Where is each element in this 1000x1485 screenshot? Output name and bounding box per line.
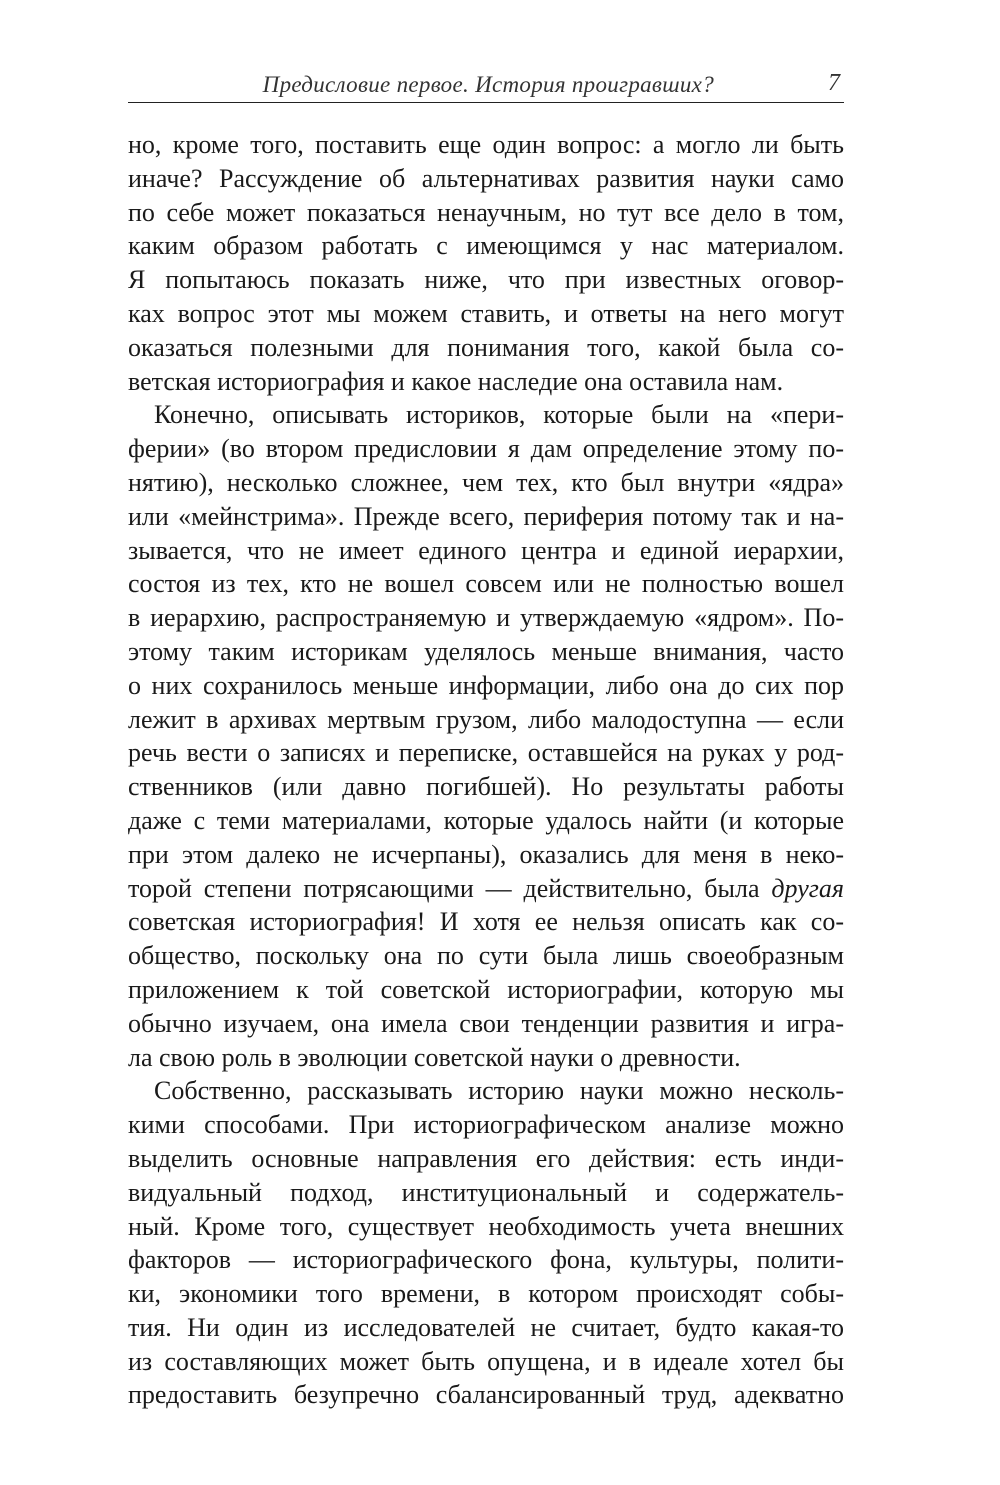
text-line: общество, поскольку она по сути была лишь своеобразным	[128, 941, 844, 971]
page-number: 7	[828, 70, 840, 96]
text-line: приложением к той советской историографии, которую мы	[128, 974, 844, 1004]
text-line: речь вести о записях и переписке, оставшейся на руках у род-	[128, 738, 844, 768]
text-line: Собственно, рассказывать историю науки можно несколь-	[154, 1076, 844, 1106]
text-line: зывается, что не имеет единого центра и единой иерархии,	[128, 535, 844, 565]
text-line: Я попытаюсь показать ниже, что при известных оговор-	[128, 265, 844, 295]
text-line: выделить основные направления его действия: есть инди-	[128, 1143, 844, 1173]
running-title: Предисловие первое. История проигравших?	[262, 72, 714, 97]
text-line-with-emphasis	[128, 872, 844, 906]
text-line: нятию), несколько сложнее, чем тех, кто был внутри «ядра»	[128, 467, 844, 497]
text-line: оказаться полезными для понимания того, какой была со-	[128, 332, 844, 362]
page-header	[128, 72, 844, 103]
text-line: ки, экономики того времени, в котором происходят собы-	[128, 1279, 844, 1309]
text-line: видуальный подход, институциональный и содержатель-	[128, 1177, 844, 1207]
text-line: но, кроме того, поставить еще один вопрос: а могло ли быть	[128, 130, 844, 159]
text-line: факторов — историографического фона, культуры, полити-	[128, 1245, 844, 1275]
text-line: предоставить безупречно сбалансированный труд, адекватно	[128, 1380, 844, 1410]
text-line: по себе может показаться ненаучным, но тут все дело в том,	[128, 197, 844, 227]
text-line: обычно изучаем, она имела свои тенденции развития и игра-	[128, 1008, 844, 1038]
text-line: или «мейнстрима». Прежде всего, периферия потому так и на-	[128, 501, 844, 531]
text-line: этому таким историкам уделялось меньше внимания, часто	[128, 636, 844, 666]
paragraph-2	[128, 398, 844, 1074]
text-line: кими способами. При историографическом анализе можно	[128, 1110, 844, 1140]
text-line: иначе? Рассуждение об альтернативах развития науки само	[128, 163, 844, 193]
text-line-start: торой степени потрясающими — действительно, была	[128, 873, 772, 903]
text-line: ла свою роль в эволюции советской науки о древности.	[128, 1042, 741, 1072]
text-line: о них сохранилось меньше информации, либо она до сих пор	[128, 670, 844, 700]
text-line: ферии» (во втором предисловии я дам определение этому по-	[128, 434, 844, 464]
text-line: ный. Кроме того, существует необходимость учета внешних	[128, 1211, 844, 1241]
paragraph-3	[128, 1074, 844, 1412]
text-line: состоя из тех, кто не вошел совсем или не полностью вошел	[128, 569, 844, 599]
text-line: советская историография! И хотя ее нельзя описать как со-	[128, 907, 844, 937]
paragraph-1	[128, 128, 844, 398]
text-line: ках вопрос этот мы можем ставить, и ответы на него могут	[128, 298, 844, 328]
emphasis-word: другая	[771, 873, 844, 903]
text-line: тия. Ни один из исследователей не считает, будто какая-то	[128, 1312, 844, 1342]
text-line: в иерархию, распространяемую и утверждаемую «ядром». По-	[128, 603, 844, 633]
body-text	[128, 128, 844, 1412]
text-line: каким образом работать с имеющимся у нас материалом.	[128, 231, 844, 261]
text-line: даже с теми материалами, которые удалось найти (и которые	[128, 805, 844, 835]
text-line: ственников (или давно погибшей). Но результаты работы	[128, 772, 844, 802]
text-line: ветская историография и какое наследие она оставила нам.	[128, 366, 784, 396]
text-line: Конечно, описывать историков, которые были на «пери-	[154, 400, 844, 430]
text-line: лежит в архивах мертвым грузом, либо малодоступна — если	[128, 704, 844, 734]
text-line: из составляющих может быть опущена, и в идеале хотел бы	[128, 1346, 844, 1376]
text-line: при этом далеко не исчерпаны), оказались для меня в неко-	[128, 839, 844, 869]
